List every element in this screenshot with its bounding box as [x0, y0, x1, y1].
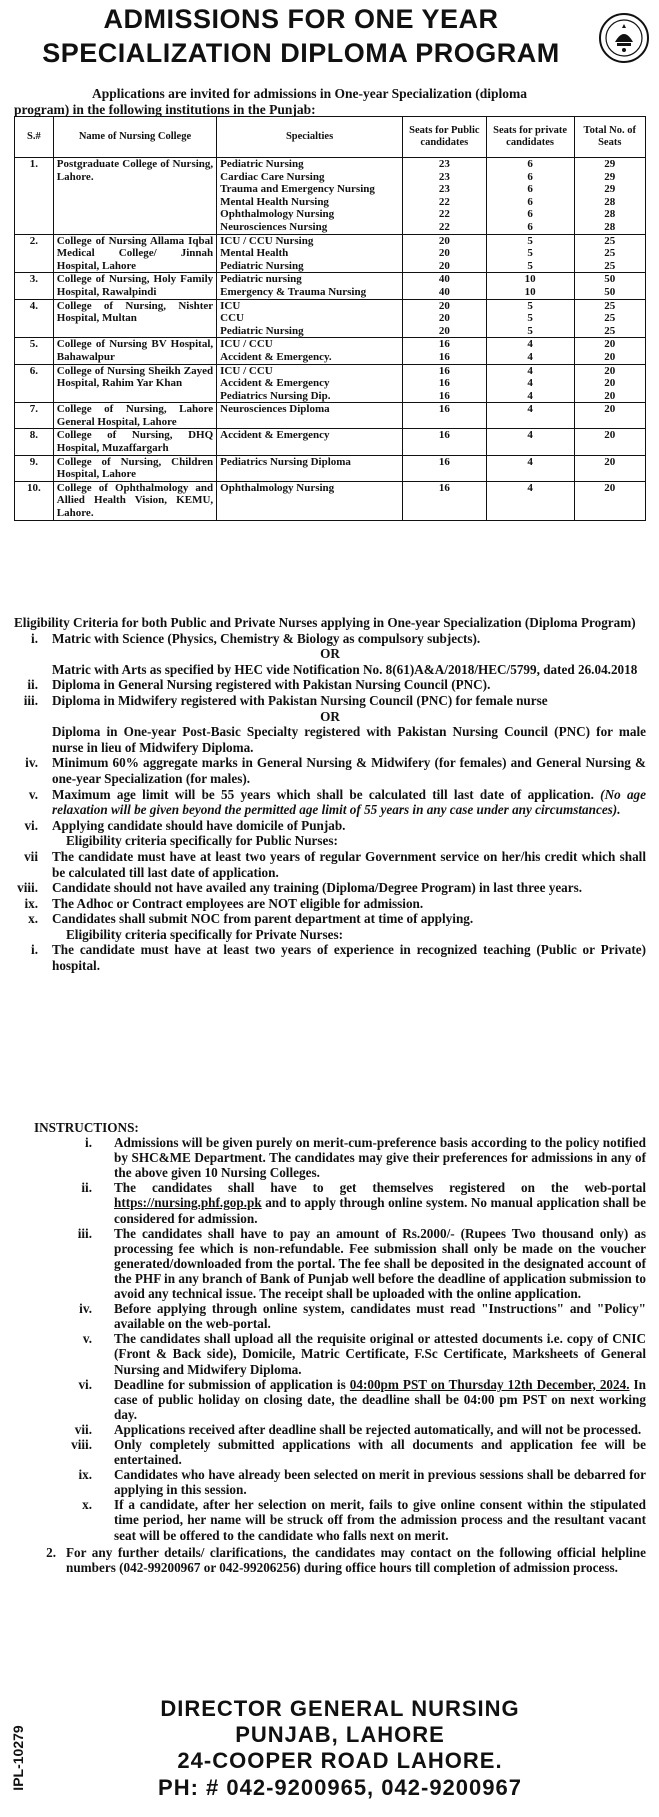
specialty-value: Emergency & Trauma Nursing: [220, 285, 367, 298]
private-seats-value: 4: [527, 429, 533, 442]
ad-code: IPL-10279: [10, 1725, 26, 1791]
specialty-value: Pediatric Nursing: [220, 158, 304, 170]
public-seats-value: 23: [438, 183, 450, 196]
private-criteria-heading: Eligibility criteria specifically for Private Nurses:: [66, 926, 343, 942]
header-title-line2: SPECIALIZATION DIPLOMA PROGRAM: [42, 38, 560, 68]
header-college: Name of Nursing College: [53, 117, 216, 158]
list-item: ix. Candidates who have already been selected on merit in previous sessions shall be debarred for applying in this session.: [78, 1467, 646, 1498]
specialty-value: Accident & Emergency: [220, 377, 330, 390]
private-seats-value: 6: [527, 195, 533, 208]
private-seats: [486, 234, 574, 273]
specialty-value: Mental Health Nursing: [220, 195, 329, 208]
instructions-list: [14, 1135, 646, 1543]
college-name: College of Nursing Allama Iqbal Medical College/ Jinnah Hospital, Lahore: [53, 234, 216, 273]
or-label: OR: [320, 646, 340, 662]
specialty-value: Ophthalmology Nursing: [220, 481, 335, 494]
private-seats-value: 5: [527, 299, 533, 312]
total-seats-value: 20: [604, 455, 616, 468]
list-item: iii. The candidates shall have to pay an amount of Rs.2000/- (Rupees Two thousand only) as processing fee which is non-refundable. Fee submission shall only be made on the voucher generated/downloaded from the portal. The fee shall be deposited in the designated account of the PHF in any branch of Bank of Punjab well before the deadline of application submission to avoid any technical issue. The receipt shall be uploaded with the online application.: [77, 1225, 646, 1302]
row-number: 1.: [15, 158, 54, 235]
total-seats-value: 20: [604, 429, 616, 442]
row-number: 3.: [15, 273, 54, 299]
college-name: College of Ophthalmology and Allied Health Vision, KEMU, Lahore.: [53, 481, 216, 520]
intro-line1: Applications are invited for admissions in One-year Specialization (diploma: [92, 86, 528, 101]
college-name: College of Nursing, DHQ Hospital, Muzaffargarh: [53, 429, 216, 455]
row-number: 6.: [15, 364, 54, 403]
private-seats-value: 4: [527, 455, 533, 468]
instructions-heading: INSTRUCTIONS:: [34, 1120, 139, 1135]
total-seats-value: 28: [604, 220, 616, 233]
table-body: [15, 158, 646, 521]
public-seats: [402, 429, 486, 455]
public-seats: [402, 299, 486, 338]
row-number: 2.: [15, 234, 54, 273]
total-seats: [574, 158, 646, 235]
public-seats-value: 22: [438, 208, 450, 221]
private-seats: [486, 158, 574, 235]
total-seats-value: 29: [604, 183, 616, 196]
list-item: ii. The candidates shall have to get themselves registered on the web-portal https://nursing.phf.gop.pk and to apply through online system. No manual application shall be considered for admission.: [81, 1180, 646, 1226]
specialty: [217, 273, 403, 299]
specialty-value: ICU / CCU Nursing: [220, 234, 314, 247]
header-public-seats: Seats for Public candidates: [402, 117, 486, 158]
footer-line4: PH: # 042-9200965, 042-9200967: [158, 1775, 522, 1800]
table-row: [15, 338, 646, 364]
eligibility-section: [14, 615, 646, 974]
public-seats-value: 16: [438, 364, 450, 377]
specialty: [217, 234, 403, 273]
public-seats-value: 16: [438, 481, 450, 494]
private-seats-value: 6: [527, 170, 533, 183]
list-item: x. Candidates shall submit NOC from parent department at time of applying.: [28, 911, 474, 927]
total-seats: [574, 429, 646, 455]
row-number: 4.: [15, 299, 54, 338]
list-item: x. If a candidate, after her selection on merit, fails to give online consent within the stipulated time period, her name will be struck off from the admission process and the resultant vacant seat will be offered to the candidate who falls next on merit.: [82, 1497, 646, 1543]
private-seats-value: 6: [527, 208, 533, 221]
private-seats: [486, 364, 574, 403]
public-seats: [402, 234, 486, 273]
row-number: 5.: [15, 338, 54, 364]
list-item: iv. Before applying through online system, candidates must read "Instructions" and "Policy" available on the web-portal.: [79, 1301, 646, 1332]
age-relaxation-note: (No age relaxation will be given beyond the permitted age limit of 55 years in any case under any circumstances).: [52, 786, 646, 818]
total-seats-value: 25: [604, 234, 616, 247]
total-seats-value: 20: [604, 338, 616, 351]
table-row: [15, 481, 646, 520]
table-row: [15, 403, 646, 429]
list-item: vii. Applications received after deadline shall be rejected automatically, and will not be processed.: [74, 1421, 642, 1437]
table-header-row: [15, 117, 646, 158]
public-seats-value: 16: [438, 429, 450, 442]
college-name: College of Nursing BV Hospital, Bahawalpur: [53, 338, 216, 364]
total-seats-value: 20: [604, 350, 616, 363]
total-seats: [574, 364, 646, 403]
public-seats: [402, 403, 486, 429]
total-seats: [574, 455, 646, 481]
specialty: [217, 429, 403, 455]
specialty-value: Accident & Emergency: [220, 429, 330, 442]
private-seats: [486, 455, 574, 481]
public-seats: [402, 455, 486, 481]
specialty: [217, 364, 403, 403]
specialty-value: Trauma and Emergency Nursing: [220, 183, 375, 196]
private-seats-value: 6: [527, 220, 533, 233]
college-name: Postgraduate College of Nursing, Lahore.: [53, 158, 216, 235]
intro-line2: program) in the following institutions in the Punjab:: [14, 102, 316, 117]
total-seats-value: 50: [604, 273, 616, 286]
table-row: [15, 364, 646, 403]
total-seats-value: 25: [604, 312, 616, 325]
public-seats-value: 20: [438, 234, 450, 247]
public-seats: [402, 273, 486, 299]
specialty-value: Pediatric Nursing: [220, 259, 304, 272]
specialty-value: Pediatric Nursing: [220, 324, 304, 337]
private-seats-value: 4: [527, 364, 533, 377]
public-seats-value: 22: [438, 220, 450, 233]
public-seats-value: 23: [438, 158, 450, 170]
private-seats: [486, 429, 574, 455]
public-seats-value: 16: [438, 338, 450, 351]
private-seats: [486, 299, 574, 338]
row-number: 9.: [15, 455, 54, 481]
private-seats-value: 10: [524, 273, 536, 286]
specialty: [217, 299, 403, 338]
web-portal-link[interactable]: https://nursing.phf.gop.pk: [114, 1195, 262, 1211]
total-seats-value: 25: [604, 259, 616, 272]
or-label: OR: [320, 708, 340, 724]
list-item: viii. Candidate should not have availed any training (Diploma/Degree Program) in last three years.: [17, 880, 583, 896]
footer-line3: 24-COOPER ROAD LAHORE.: [177, 1748, 503, 1773]
specialty-value: ICU / CCU: [220, 364, 273, 377]
total-seats-value: 25: [604, 299, 616, 312]
private-seats-value: 6: [527, 158, 533, 170]
private-seats-value: 10: [524, 285, 536, 298]
private-seats-value: 4: [527, 389, 533, 402]
total-seats-value: 25: [604, 247, 616, 260]
public-seats-value: 16: [438, 350, 450, 363]
public-seats: [402, 481, 486, 520]
total-seats: [574, 338, 646, 364]
colleges-table: [14, 116, 646, 521]
specialty-value: Neurosciences Nursing: [220, 220, 328, 233]
specialty: [217, 455, 403, 481]
table-row: [15, 273, 646, 299]
specialty: [217, 481, 403, 520]
specialty-value: Mental Health: [220, 247, 289, 260]
specialty-value: Pediatric nursing: [220, 273, 302, 286]
list-item: i. Matric with Science (Physics, Chemistry & Biology as compulsory subjects).: [31, 630, 481, 646]
specialty-value: Neurosciences Diploma: [220, 403, 330, 416]
intro-text: [14, 86, 644, 118]
list-item: v. Maximum age limit will be 55 years which shall be calculated till last date of application. (No age relaxation will be given beyond the permitted age limit of 55 years in any case under any circumstances).: [28, 786, 646, 818]
table-row: [15, 299, 646, 338]
government-seal-icon: [598, 12, 650, 64]
specialty-value: Cardiac Care Nursing: [220, 170, 325, 183]
public-seats-value: 16: [438, 389, 450, 402]
total-seats-value: 29: [604, 170, 616, 183]
list-item: iv. Minimum 60% aggregate marks in General Nursing & Midwifery (for females) and General Nursing & one-year Specialization (for males).: [25, 755, 646, 786]
specialty-value: ICU: [220, 299, 241, 312]
public-seats-value: 20: [438, 299, 450, 312]
private-seats-value: 4: [527, 377, 533, 390]
public-seats-value: 23: [438, 170, 450, 183]
list-item: 2. For any further details/ clarifications, the candidates may contact on the following official helpline numbers (042-99200967 or 042-99206256) during office hours till completion of admission process.: [46, 1544, 646, 1575]
list-item: vi. Applying candidate should have domicile of Punjab.: [24, 817, 346, 833]
public-criteria-heading: Eligibility criteria specifically for Public Nurses:: [66, 833, 338, 849]
specialty: [217, 403, 403, 429]
header-total-seats: Total No. of Seats: [574, 117, 646, 158]
private-seats: [486, 403, 574, 429]
total-seats: [574, 234, 646, 273]
list-item: ix. The Adhoc or Contract employees are NOT eligible for admission.: [24, 895, 424, 911]
specialty-value: Pediatrics Nursing Diploma: [220, 455, 351, 468]
public-seats-value: 20: [438, 312, 450, 325]
header-sno: S.#: [15, 117, 54, 158]
list-item: v. The candidates shall upload all the requisite original or attested documents i.e. copy of CNIC (Front & Back side), Domicile, Matric Certificate, F.Sc Certificate, Marksheets of General Nursing and Midwifery Diploma.: [82, 1331, 646, 1377]
table-row: [15, 234, 646, 273]
public-seats-value: 40: [438, 273, 450, 286]
specialty-value: ICU / CCU: [220, 338, 273, 351]
private-seats-value: 5: [527, 234, 533, 247]
private-seats: [486, 273, 574, 299]
footer-line1: DIRECTOR GENERAL NURSING: [160, 1696, 520, 1721]
public-seats-value: 16: [438, 455, 450, 468]
list-item: Diploma in One-year Post-Basic Specialty registered with Pakistan Nursing Council (PNC) for male nurse in lieu of Midwifery Diploma.: [52, 724, 646, 755]
public-seats-value: 16: [438, 403, 450, 416]
table-row: [15, 455, 646, 481]
total-seats-value: 20: [604, 364, 616, 377]
total-seats: [574, 299, 646, 338]
total-seats-value: 25: [604, 324, 616, 337]
college-name: College of Nursing, Nishter Hospital, Multan: [53, 299, 216, 338]
table-row: [15, 158, 646, 235]
private-seats: [486, 481, 574, 520]
private-seats-value: 4: [527, 403, 533, 416]
total-seats-value: 28: [604, 195, 616, 208]
public-seats: [402, 158, 486, 235]
list-item: vi. Deadline for submission of application is 04:00pm PST on Thursday 12th December, 2024. In case of public holiday on closing date, the deadline shall be 04:00 pm PST on next working day.: [78, 1376, 647, 1422]
header-specialties: Specialties: [217, 117, 403, 158]
private-seats-value: 5: [527, 324, 533, 337]
list-item: i. Admissions will be given purely on merit-cum-preference basis according to the policy notified by SHC&ME Department. The candidates may give their preferences for admissions in any of the above given 10 Nursing Colleges.: [85, 1135, 646, 1181]
total-seats-value: 50: [604, 285, 616, 298]
public-seats: [402, 338, 486, 364]
header-title-line1: ADMISSIONS FOR ONE YEAR: [103, 4, 499, 34]
list-item: vii The candidate must have at least two years of regular Government service on her/his credit which shall be calculated till last date of application.: [24, 848, 646, 880]
table-row: [15, 429, 646, 455]
private-seats-value: 5: [527, 312, 533, 325]
specialty-value: Ophthalmology Nursing: [220, 208, 335, 221]
specialty-value: Pediatrics Nursing Dip.: [220, 389, 331, 402]
public-seats-value: 20: [438, 324, 450, 337]
footer-line2: PUNJAB, LAHORE: [235, 1722, 445, 1747]
total-seats-value: 28: [604, 208, 616, 221]
private-seats-value: 5: [527, 259, 533, 272]
public-seats-value: 20: [438, 247, 450, 260]
public-seats-value: 16: [438, 377, 450, 390]
public-seats-value: 40: [438, 285, 450, 298]
instructions-section: [14, 1120, 646, 1575]
private-seats: [486, 338, 574, 364]
eligibility-heading: Eligibility Criteria for both Public and Private Nurses applying in One-year Specialization (Diploma Program): [14, 615, 636, 630]
specialty-value: CCU: [220, 312, 244, 325]
total-seats-value: 20: [604, 481, 616, 494]
total-seats: [574, 403, 646, 429]
list-item: ii. Diploma in General Nursing registered with Pakistan Nursing Council (PNC).: [27, 677, 491, 693]
total-seats: [574, 481, 646, 520]
private-seats-value: 6: [527, 183, 533, 196]
private-seats-value: 4: [527, 481, 533, 494]
college-name: College of Nursing, Children Hospital, Lahore: [53, 455, 216, 481]
private-seats-value: 4: [527, 350, 533, 363]
row-number: 8.: [15, 429, 54, 455]
row-number: 10.: [15, 481, 54, 520]
college-name: College of Nursing Sheikh Zayed Hospital, Rahim Yar Khan: [53, 364, 216, 403]
public-seats-value: 22: [438, 195, 450, 208]
college-name: College of Nursing, Lahore General Hospital, Lahore: [53, 403, 216, 429]
list-item: iii. Diploma in Midwifery registered with Pakistan Nursing Council (PNC) for female nurse: [23, 692, 548, 708]
total-seats: [574, 273, 646, 299]
specialty: [217, 338, 403, 364]
header-private-seats: Seats for private candidates: [486, 117, 574, 158]
public-seats: [402, 364, 486, 403]
list-item: viii. Only completely submitted applications with all documents and application fee will be entertained.: [71, 1436, 646, 1468]
total-seats-value: 20: [604, 403, 616, 416]
private-seats-value: 4: [527, 338, 533, 351]
private-seats-value: 5: [527, 247, 533, 260]
list-item: i. The candidate must have at least two years of experience in recognized teaching (Public or Private) hospital.: [31, 942, 646, 974]
row-number: 7.: [15, 403, 54, 429]
age-limit-text: Maximum age limit will be 55 years which shall be calculated till last date of application.: [52, 786, 594, 802]
college-name: College of Nursing, Holy Family Hospital, Rawalpindi: [53, 273, 216, 299]
specialty: [217, 158, 403, 235]
total-seats-value: 20: [604, 377, 616, 390]
total-seats-value: 20: [604, 389, 616, 402]
list-item: Matric with Arts as specified by HEC vide Notification No. 8(61)A&A/2018/HEC/5799, dated 26.04.2018: [52, 661, 638, 677]
public-seats-value: 20: [438, 259, 450, 272]
specialty-value: Accident & Emergency.: [220, 350, 332, 363]
total-seats-value: 29: [604, 158, 616, 170]
deadline-text: 04:00pm PST on Thursday 12th December, 2024.: [349, 1376, 630, 1392]
